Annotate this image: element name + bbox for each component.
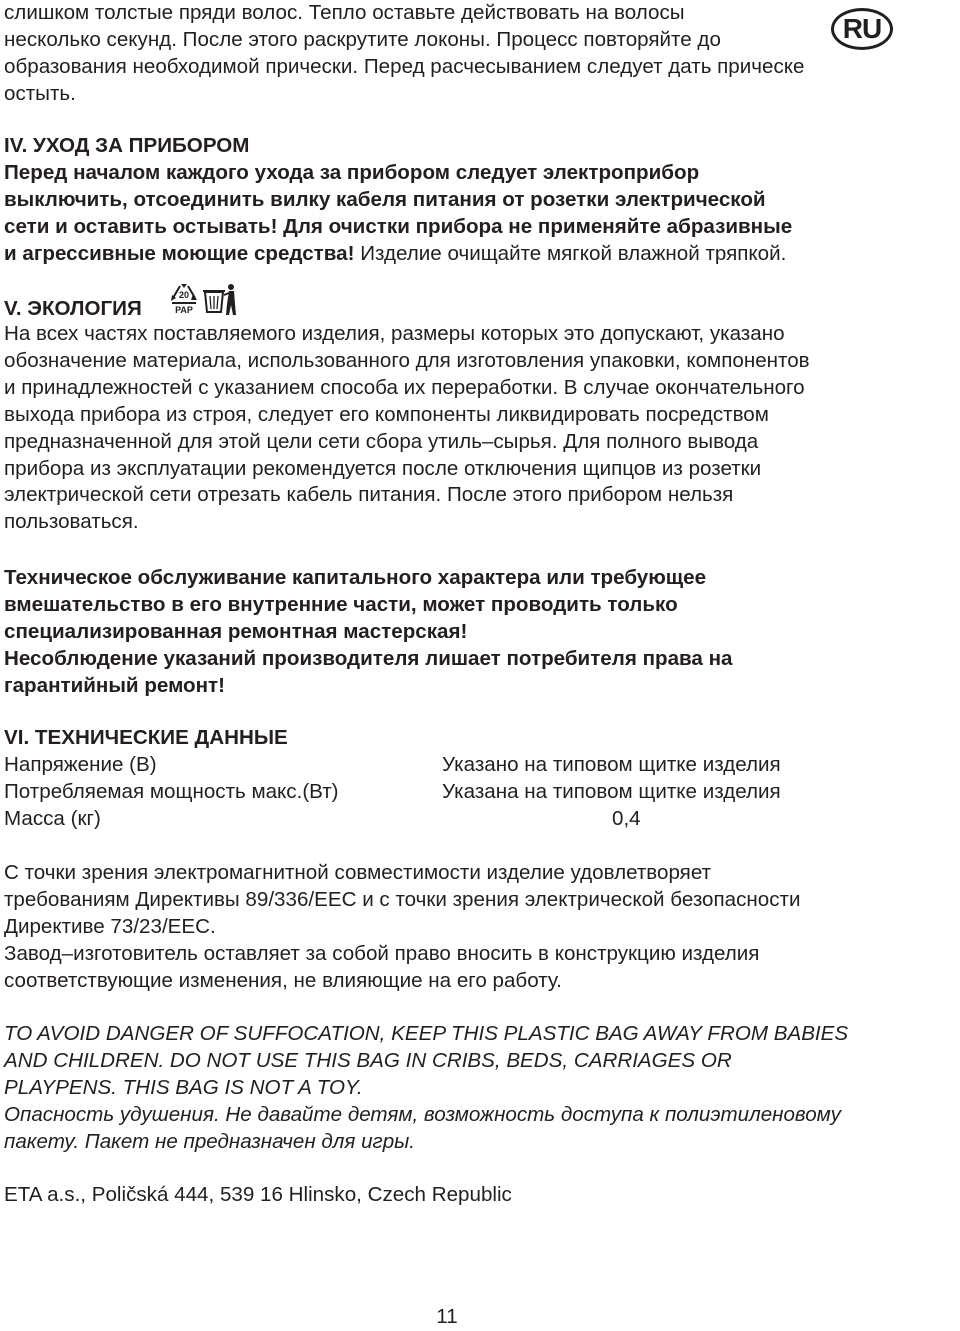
ecology-line: и принадлежностей с указанием способа их переработки. В случае окончательного xyxy=(4,375,805,399)
ecology-heading: V. ЭКОЛОГИЯ xyxy=(4,297,142,320)
service-notice-line: гарантийный ремонт! xyxy=(4,673,226,697)
ecology-icons xyxy=(168,282,240,322)
care-line-last xyxy=(4,241,792,268)
intro-line: несколько секунд. После этого раскрутите локоны. Процесс повторяйте до xyxy=(4,27,721,51)
warning-line: PLAYPENS. THIS BAG IS NOT A TOY. xyxy=(4,1075,363,1099)
ecology-line: электрической сети отрезать кабель питания. После этого прибором нельзя xyxy=(4,483,734,507)
care-cleaning-tip: Изделие очищайте мягкой влажной тряпкой. xyxy=(354,241,787,265)
recycle-number: 20 xyxy=(178,290,190,300)
ecology-paragraph xyxy=(4,321,810,536)
warning-line: AND CHILDREN. DO NOT USE THIS BAG IN CRIBS, BEDS, CARRIAGES OR xyxy=(4,1048,732,1072)
language-badge xyxy=(831,8,893,50)
spec-value: 0,4 xyxy=(612,807,641,830)
spec-value: Указано на типовом щитке изделия xyxy=(442,753,781,776)
plastic-bag-warning xyxy=(4,1021,848,1156)
bin-disposal-icon xyxy=(203,284,236,315)
ecology-line: обозначение материала, использованного для изготовления упаковки, компонентов xyxy=(4,348,810,372)
ecology-line: выхода прибора из строя, следует его компоненты ликвидировать посредством xyxy=(4,402,769,426)
recycling-symbol-icon xyxy=(168,282,240,322)
intro-paragraph xyxy=(4,0,804,108)
intro-line: образования необходимой прически. Перед расчесыванием следует дать прическе xyxy=(4,54,805,78)
service-notice-line: вмешательство в его внутренние части, может проводить только xyxy=(4,592,678,616)
spec-row-voltage xyxy=(4,752,904,779)
ecology-line: На всех частях поставляемого изделия, размеры которых это допускают, указано xyxy=(4,322,785,345)
spec-row-power xyxy=(4,779,904,806)
spec-value: Указана на типовом щитке изделия xyxy=(442,780,781,803)
care-line: сети и оставить остывать! Для очистки прибора не применяйте абразивные xyxy=(4,214,793,238)
manufacturer-address: ETA a.s., Poličská 444, 539 16 Hlinsko, Czech Republic xyxy=(4,1183,512,1206)
language-badge-label: RU xyxy=(842,13,882,44)
care-line: Перед началом каждого ухода за прибором следует электроприбор xyxy=(4,160,700,184)
ecology-line: пользоваться. xyxy=(4,510,139,534)
service-notice-line: Несоблюдение указаний производителя лишает потребителя права на xyxy=(4,646,733,670)
ecology-line: предназначенной для этой цели сети сбора утиль–сырья. Для полного вывода xyxy=(4,429,759,453)
page-number: 11 xyxy=(436,1305,458,1328)
warning-line: Опасность удушения. Не давайте детям, возможность доступа к полиэтиленовому xyxy=(4,1102,841,1126)
care-section xyxy=(4,133,792,268)
service-notice-line: Техническое обслуживание капитального характера или требующее xyxy=(4,566,707,589)
care-warning-bold: и агрессивные моющие средства! xyxy=(4,241,355,265)
spec-label: Масса (кг) xyxy=(4,807,101,830)
compliance-line: требованиям Директивы 89/336/EEC и с точки зрения электрической безопасности xyxy=(4,887,801,911)
compliance-line: Директиве 73/23/EEC. xyxy=(4,914,216,938)
care-line: выключить, отсоединить вилку кабеля питания от розетки электрической xyxy=(4,187,766,211)
compliance-line: соответствующие изменения, не влияющие на его работу. xyxy=(4,968,562,992)
spec-label: Потребляемая мощность макс.(Вт) xyxy=(4,780,339,803)
care-heading: IV. УХОД ЗА ПРИБОРОМ xyxy=(4,134,250,157)
tech-heading: VI. ТЕХНИЧЕСКИЕ ДАННЫЕ xyxy=(4,726,288,749)
service-notice-line: специализированная ремонтная мастерская! xyxy=(4,619,468,643)
recycle-code: PAP xyxy=(175,305,193,315)
spec-row-mass xyxy=(4,806,904,833)
service-notice xyxy=(4,565,733,700)
warning-line: TO AVOID DANGER OF SUFFOCATION, KEEP THIS PLASTIC BAG AWAY FROM BABIES xyxy=(4,1022,849,1045)
spec-label: Напряжение (В) xyxy=(4,753,157,776)
compliance-paragraph xyxy=(4,860,800,995)
compliance-line: Завод–изготовитель оставляет за собой право вносить в конструкцию изделия xyxy=(4,941,760,965)
intro-line: слишком толстые пряди волос. Тепло оставьте действовать на волосы xyxy=(4,1,685,24)
warning-line: пакету. Пакет не предназначен для игры. xyxy=(4,1129,416,1153)
compliance-line: С точки зрения электромагнитной совместимости изделие удовлетворяет xyxy=(4,861,712,884)
ecology-line: прибора из эксплуатации рекомендуется после отключения щипцов из розетки xyxy=(4,456,762,480)
intro-line: остыть. xyxy=(4,81,76,105)
